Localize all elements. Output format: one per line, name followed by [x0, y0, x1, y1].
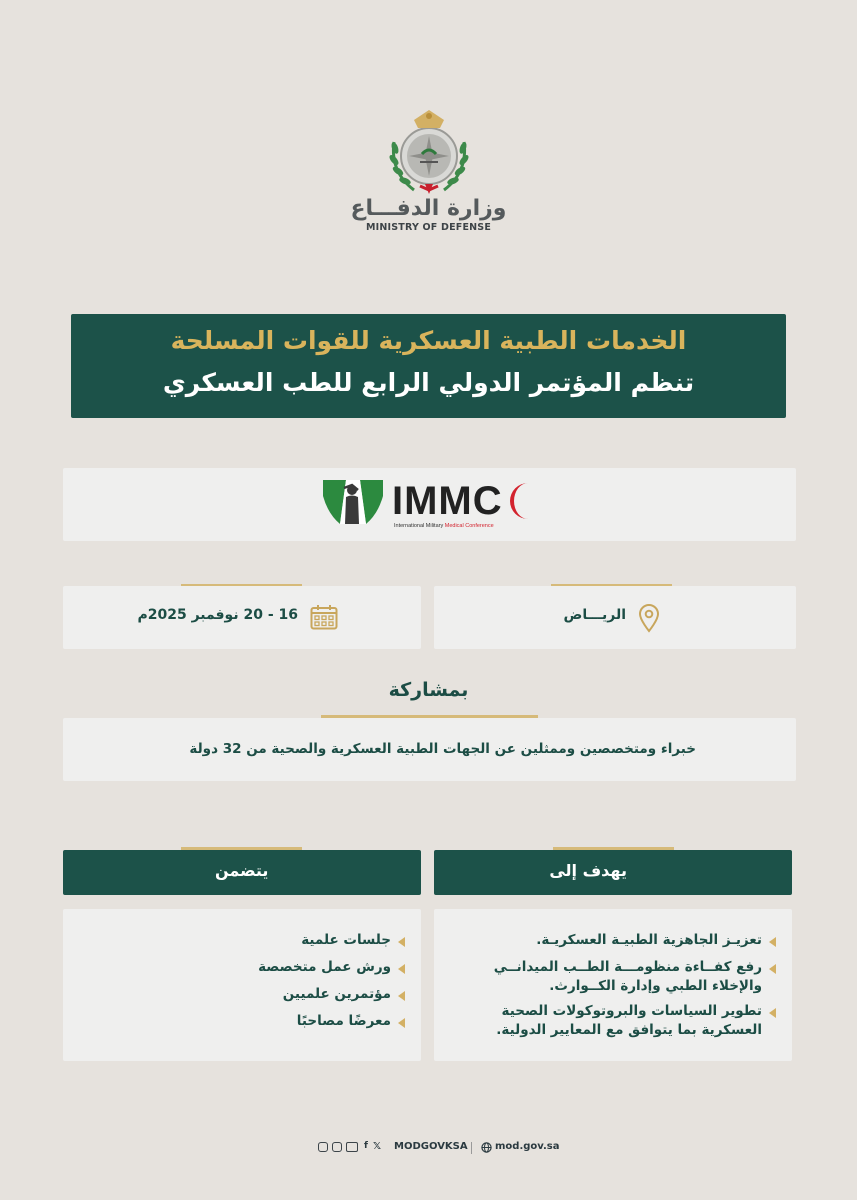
bullet-icon [769, 937, 776, 947]
title-banner [71, 314, 786, 418]
banner-subheading: تنظم المؤتمر الدولي الرابع للطب العسكري [162, 368, 695, 397]
list-item: رفع كفــاءة منظومـــة الطــب الميدانــي والإخلاء الطبي وإدارة الكــوارث. [493, 959, 762, 994]
banner-heading: الخدمات الطبية العسكرية للقوات المسلحة [170, 326, 687, 355]
event-location: الريـــاض [563, 607, 626, 623]
instagram-icon[interactable] [332, 1142, 342, 1152]
crescent-icon [508, 481, 536, 521]
location-pin-icon [638, 603, 660, 633]
list-item: تعزيـز الجاهزية الطبيـة العسكريـة. [536, 932, 762, 948]
bullet-icon [769, 964, 776, 974]
bullet-icon [398, 937, 405, 947]
facebook-icon[interactable]: f [364, 1141, 368, 1151]
footer-divider [471, 1142, 472, 1154]
bullet-icon [398, 991, 405, 1001]
participation-text: خبراء ومتخصصين وممثلين عن الجهات الطبية العسكرية والصحية من 32 دولة [189, 741, 696, 757]
bullet-icon [398, 1018, 405, 1028]
social-handle[interactable]: MODGOVKSA [394, 1141, 468, 1152]
aims-title: يهدف إلى [549, 861, 627, 880]
list-item: مؤتمرين علميين [282, 986, 391, 1002]
snapchat-icon[interactable] [318, 1142, 328, 1152]
x-icon[interactable]: 𝕏 [373, 1141, 382, 1152]
website-link[interactable]: mod.gov.sa [495, 1141, 560, 1152]
conference-logo [322, 478, 537, 534]
aims-header [434, 850, 792, 895]
ministry-emblem-icon [384, 106, 474, 198]
conference-subtitle [394, 523, 494, 529]
conference-acronym: IMMC [392, 479, 503, 523]
calendar-icon [310, 604, 338, 630]
aims-list [434, 909, 792, 1061]
includes-header [63, 850, 421, 895]
globe-icon [481, 1142, 492, 1153]
youtube-icon[interactable] [346, 1142, 358, 1152]
list-item: جلسات علمية [301, 932, 391, 948]
list-item: تطوير السياسات والبروتوكولات الصحية العسكرية بما يتوافق مع المعايير الدولية. [496, 1003, 762, 1038]
conference-subtitle-part1: International Military [394, 523, 445, 529]
shield-salute-icon [322, 478, 384, 526]
footer [290, 1138, 570, 1158]
includes-list [63, 909, 421, 1061]
list-item: ورش عمل متخصصة [258, 959, 391, 975]
event-date: 16 - 20 نوفمبر 2025م [137, 607, 298, 623]
includes-title: يتضمن [215, 861, 269, 880]
ministry-name-arabic: وزارة الدفـــاع [350, 196, 507, 221]
bullet-icon [769, 1008, 776, 1018]
bullet-icon [398, 964, 405, 974]
list-item: معرضًا مصاحبًا [296, 1013, 391, 1029]
conference-subtitle-part2: Medical Conference [444, 523, 494, 529]
ministry-name-english: MINISTRY OF DEFENSE [365, 222, 492, 233]
participation-title: بمشاركة [388, 679, 469, 701]
